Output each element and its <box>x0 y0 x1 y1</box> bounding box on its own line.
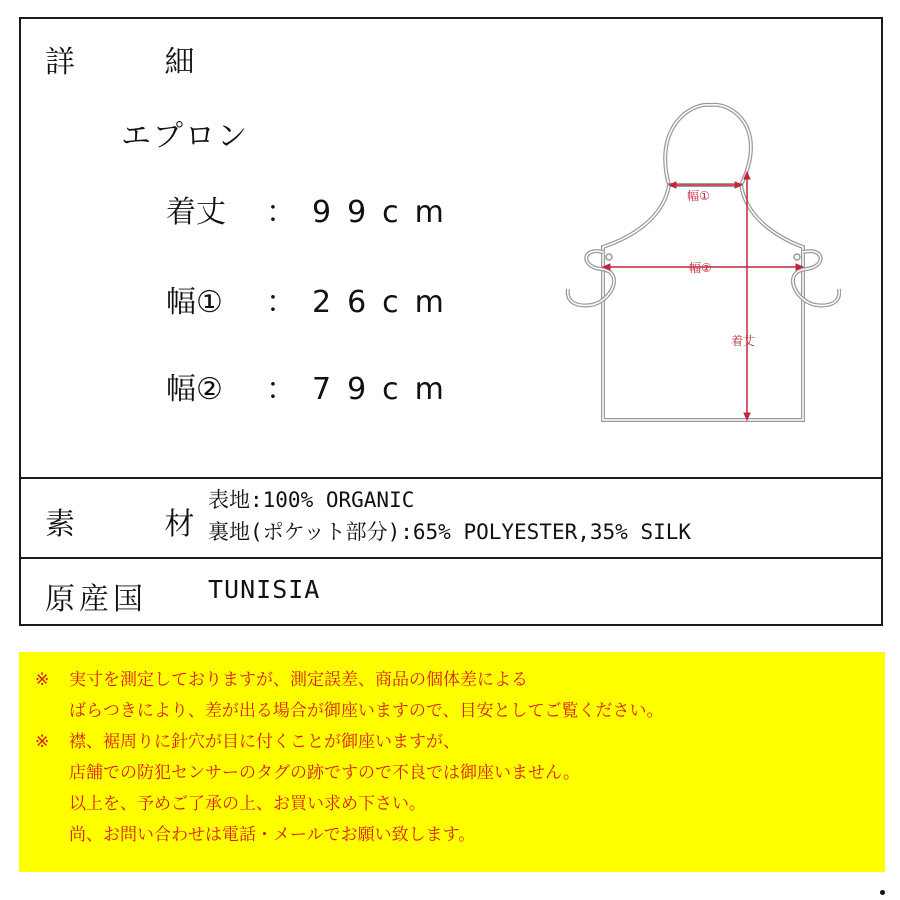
corner-dot <box>880 890 885 895</box>
width2-label: 幅② <box>689 261 712 275</box>
width1-arrow <box>669 182 742 188</box>
section-divider <box>21 557 881 559</box>
material-text <box>208 484 691 548</box>
notice-line: 尚、お問い合わせは電話・メールでお願い致します。 <box>69 825 476 845</box>
measurement-value: ：79cm <box>266 372 460 407</box>
measurement-row <box>166 277 460 321</box>
product-name: エプロン <box>121 119 249 154</box>
details-table <box>19 17 883 626</box>
measurement-value: ：26cm <box>266 285 460 320</box>
notice-text: 襟、裾周りに針穴が目に付くことが御座いますが、 <box>69 732 460 752</box>
notice-text: 実寸を測定しておりますが、測定誤差、商品の個体差による <box>69 670 528 690</box>
details-heading: 詳 細 <box>45 45 235 80</box>
notice-line <box>35 727 885 758</box>
material-heading: 素 材 <box>45 507 235 542</box>
origin-heading: 原産国 <box>45 582 147 617</box>
notice-mark: ※ <box>35 670 50 690</box>
notice-box <box>19 652 885 872</box>
material-line: 表地:100% ORGANIC <box>208 488 415 512</box>
measurement-name: 幅② <box>166 372 223 407</box>
measurement-name: 着丈 <box>166 195 226 230</box>
notice-line <box>35 665 885 696</box>
measurement-name: 幅① <box>166 285 223 320</box>
apron-neck-strap <box>665 105 751 185</box>
origin-value: TUNISIA <box>208 575 321 604</box>
measurement-value: ：99cm <box>266 195 460 230</box>
measurement-row <box>166 187 460 231</box>
length-label: 着丈 <box>731 334 756 348</box>
material-line: 裏地(ポケット部分):65% POLYESTER,35% SILK <box>208 520 692 544</box>
measurement-row <box>166 364 460 408</box>
apron-body <box>603 185 803 420</box>
section-divider <box>21 477 881 479</box>
apron-diagram <box>541 97 841 427</box>
notice-mark: ※ <box>35 732 50 752</box>
notice-line: ばらつきにより、差が出る場合が御座いますので、目安としてご覧ください。 <box>69 701 664 721</box>
notice-line: 店舗での防犯センサーのタグの跡ですので不良では御座いません。 <box>69 763 581 783</box>
notice-line: 以上を、予めご了承の上、お買い求め下さい。 <box>69 794 426 814</box>
width1-label: 幅① <box>687 189 710 203</box>
